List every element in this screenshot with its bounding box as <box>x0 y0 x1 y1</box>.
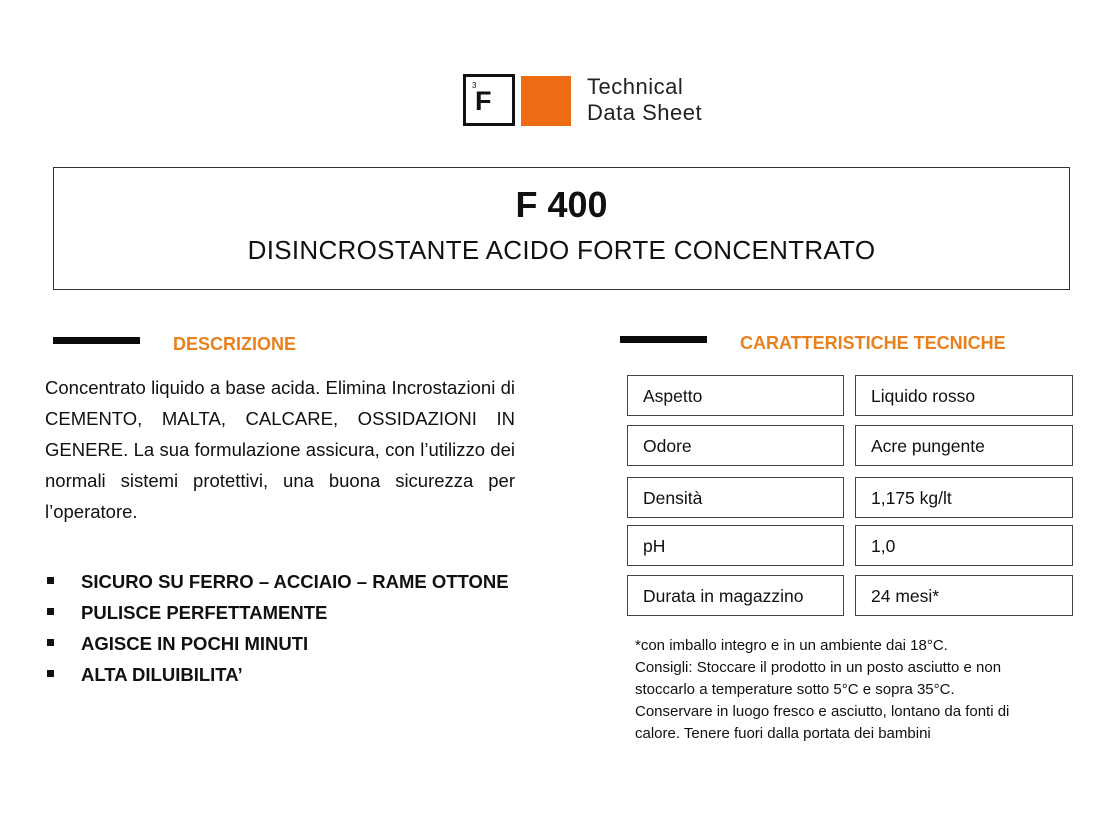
feature-text: ALTA DILUIBILITA’ <box>81 664 243 685</box>
feature-item <box>45 628 509 659</box>
spec-value-densita: 1,175 kg/lt <box>855 477 1073 518</box>
logo-superscript: 3 <box>472 81 477 90</box>
feature-list <box>45 566 509 690</box>
spec-value-ph: 1,0 <box>855 525 1073 566</box>
feature-text: SICURO SU FERRO – ACCIAIO – RAME OTTONE <box>81 571 509 592</box>
spec-label-ph: pH <box>627 525 844 566</box>
specs-heading: CARATTERISTICHE TECNICHE <box>740 333 1006 353</box>
spec-label-aspetto: Aspetto <box>627 375 844 416</box>
product-subtitle: DISINCROSTANTE ACIDO FORTE CONCENTRATO <box>247 235 876 265</box>
spec-label-densita: Densità <box>627 477 844 518</box>
bullet-square-icon <box>47 577 54 584</box>
spec-value-durata: 24 mesi* <box>855 575 1073 616</box>
description-text: Concentrato liquido a base acida. Elimina Incrostazioni di CEMENTO, MALTA, CALCARE, OSSIDAZIONI IN GENERE. La sua formulazione assicura, con l’utilizzo dei normali sistemi protettivi, una buona sicurezza per l’operatore. <box>45 377 515 522</box>
logo-text-line1: Technical <box>587 74 684 99</box>
feature-item <box>45 566 509 597</box>
bullet-square-icon <box>47 639 54 646</box>
spec-value-aspetto: Liquido rosso <box>855 375 1073 416</box>
logo-mark <box>463 74 515 126</box>
bullet-square-icon <box>47 670 54 677</box>
note-line: Consigli: Stoccare il prodotto in un posto asciutto e non <box>635 659 1002 676</box>
note-line: Conservare in luogo fresco e asciutto, lontano da fonti di <box>635 703 1010 720</box>
spec-label-durata: Durata in magazzino <box>627 575 844 616</box>
specs-bar <box>620 336 707 343</box>
description-heading: DESCRIZIONE <box>173 334 297 354</box>
note-line: *con imballo integro e in un ambiente dai 18°C. <box>635 637 948 654</box>
feature-item <box>45 659 509 690</box>
feature-text: PULISCE PERFETTAMENTE <box>81 602 328 623</box>
note-line: calore. Tenere fuori dalla portata dei bambini <box>635 725 931 742</box>
spec-label-odore: Odore <box>627 425 844 466</box>
feature-text: AGISCE IN POCHI MINUTI <box>81 633 309 654</box>
feature-item <box>45 597 509 628</box>
logo-orange-square <box>521 76 571 126</box>
logo-text-line2: Data Sheet <box>587 100 703 125</box>
note-line: stoccarlo a temperature sotto 5°C e sopra 35°C. <box>635 681 955 698</box>
logo-text <box>587 74 702 126</box>
bullet-square-icon <box>47 608 54 615</box>
storage-notes <box>635 635 1075 745</box>
logo-letter: F <box>475 86 492 116</box>
description-bar <box>53 337 140 344</box>
title-box <box>53 167 1070 290</box>
spec-value-odore: Acre pungente <box>855 425 1073 466</box>
product-name: F 400 <box>515 184 608 225</box>
